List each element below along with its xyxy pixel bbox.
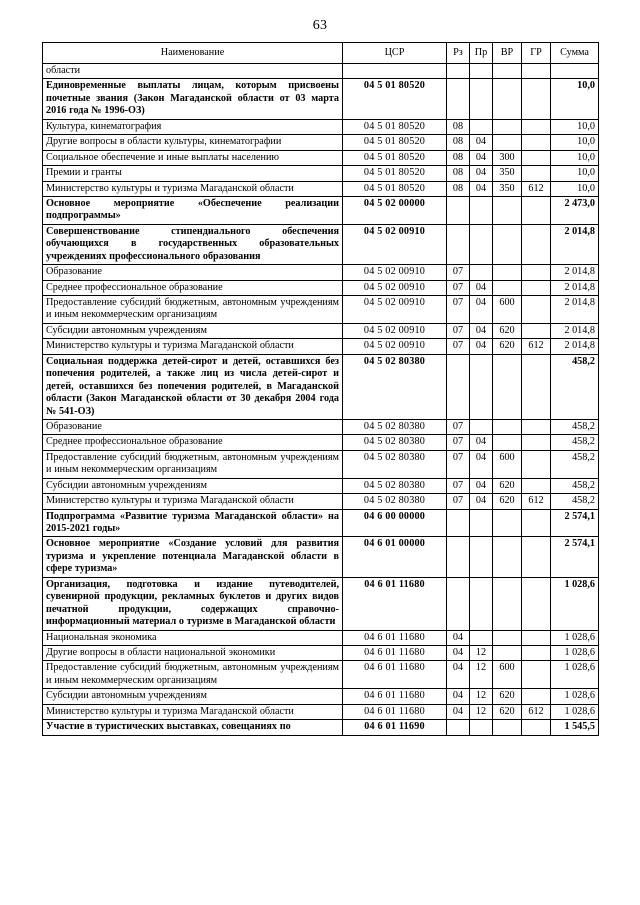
row-vr-cell — [493, 509, 522, 537]
row-pr-cell: 04 — [470, 150, 493, 165]
row-gr-cell — [522, 630, 551, 645]
row-vr-cell — [493, 135, 522, 150]
row-name-cell: Единовременные выплаты лицам, которым присвоены почетные звания (Закон Магаданской области от 03 марта 2016 года № 1996-ОЗ) — [43, 79, 343, 119]
row-csr-cell: 04 6 01 11680 — [343, 577, 447, 630]
row-gr-cell — [522, 537, 551, 577]
row-rz-cell — [447, 79, 470, 119]
column-header-rz: Рз — [447, 43, 470, 64]
row-gr-cell — [522, 166, 551, 181]
row-gr-cell — [522, 661, 551, 689]
row-vr-cell — [493, 419, 522, 434]
row-vr-cell — [493, 196, 522, 224]
row-vr-cell: 350 — [493, 181, 522, 196]
row-sum-cell: 2 014,8 — [551, 296, 599, 324]
row-pr-cell: 04 — [470, 435, 493, 450]
row-rz-cell — [447, 509, 470, 537]
row-vr-cell — [493, 64, 522, 79]
row-csr-cell: 04 6 01 11680 — [343, 630, 447, 645]
row-rz-cell: 04 — [447, 704, 470, 719]
row-name-cell: Образование — [43, 419, 343, 434]
row-pr-cell — [470, 265, 493, 280]
row-pr-cell — [470, 509, 493, 537]
row-sum-cell: 1 028,6 — [551, 661, 599, 689]
row-sum-cell: 1 028,6 — [551, 630, 599, 645]
row-vr-cell — [493, 119, 522, 134]
row-rz-cell — [447, 196, 470, 224]
table-row — [43, 296, 599, 324]
row-name-cell: Предоставление субсидий бюджетным, автономным учреждениям и иным некоммерческим организациям — [43, 661, 343, 689]
row-pr-cell — [470, 354, 493, 419]
row-csr-cell: 04 5 02 80380 — [343, 419, 447, 434]
table-row — [43, 720, 599, 735]
row-gr-cell: 612 — [522, 181, 551, 196]
row-name-cell: Субсидии автономным учреждениям — [43, 478, 343, 493]
row-csr-cell: 04 5 02 00910 — [343, 224, 447, 264]
table-row — [43, 645, 599, 660]
row-pr-cell — [470, 720, 493, 735]
row-rz-cell: 04 — [447, 630, 470, 645]
row-pr-cell: 04 — [470, 494, 493, 509]
row-pr-cell — [470, 79, 493, 119]
table-row — [43, 280, 599, 295]
row-csr-cell: 04 6 00 00000 — [343, 509, 447, 537]
row-gr-cell — [522, 689, 551, 704]
row-csr-cell: 04 5 01 80520 — [343, 79, 447, 119]
row-rz-cell: 07 — [447, 296, 470, 324]
row-pr-cell: 04 — [470, 450, 493, 478]
row-csr-cell: 04 5 01 80520 — [343, 150, 447, 165]
row-gr-cell — [522, 720, 551, 735]
table-row — [43, 419, 599, 434]
row-sum-cell: 10,0 — [551, 135, 599, 150]
row-name-cell: Культура, кинематография — [43, 119, 343, 134]
table-row — [43, 119, 599, 134]
row-pr-cell — [470, 224, 493, 264]
table-row — [43, 435, 599, 450]
row-name-cell: Министерство культуры и туризма Магаданской области — [43, 339, 343, 354]
row-pr-cell: 12 — [470, 645, 493, 660]
row-rz-cell: 08 — [447, 150, 470, 165]
row-vr-cell — [493, 630, 522, 645]
row-name-cell: области — [43, 64, 343, 79]
row-rz-cell: 07 — [447, 323, 470, 338]
table-row — [43, 339, 599, 354]
row-vr-cell — [493, 265, 522, 280]
row-gr-cell: 612 — [522, 704, 551, 719]
row-name-cell: Министерство культуры и туризма Магаданской области — [43, 704, 343, 719]
row-gr-cell — [522, 64, 551, 79]
row-name-cell: Другие вопросы в области национальной экономики — [43, 645, 343, 660]
row-name-cell: Социальная поддержка детей-сирот и детей, оставшихся без попечения родителей, а также лиц из числа детей-сирот и детей, оставшихся без попечения родителей, в Магаданской области (Закон Магаданской области от 30 декабря 2004 года № 541-ОЗ) — [43, 354, 343, 419]
row-gr-cell — [522, 280, 551, 295]
row-pr-cell: 04 — [470, 135, 493, 150]
row-gr-cell — [522, 135, 551, 150]
table-header-row — [43, 43, 599, 64]
row-name-cell: Субсидии автономным учреждениям — [43, 323, 343, 338]
row-csr-cell: 04 5 02 80380 — [343, 494, 447, 509]
row-pr-cell: 04 — [470, 323, 493, 338]
row-gr-cell — [522, 265, 551, 280]
row-rz-cell: 07 — [447, 280, 470, 295]
row-csr-cell — [343, 64, 447, 79]
table-row — [43, 135, 599, 150]
row-sum-cell: 1 028,6 — [551, 689, 599, 704]
row-vr-cell: 620 — [493, 323, 522, 338]
row-name-cell: Среднее профессиональное образование — [43, 280, 343, 295]
table-row — [43, 630, 599, 645]
row-gr-cell — [522, 645, 551, 660]
row-name-cell: Организация, подготовка и издание путеводителей, сувенирной продукции, рекламных буклетов и других видов печатной продукции, содержащих справочно- информационный материал о туризме в Магаданской области — [43, 577, 343, 630]
row-vr-cell — [493, 79, 522, 119]
row-gr-cell: 612 — [522, 339, 551, 354]
row-sum-cell: 2 574,1 — [551, 537, 599, 577]
row-sum-cell: 1 028,6 — [551, 645, 599, 660]
row-sum-cell: 10,0 — [551, 166, 599, 181]
row-rz-cell — [447, 720, 470, 735]
row-vr-cell — [493, 224, 522, 264]
row-csr-cell: 04 5 02 00910 — [343, 339, 447, 354]
row-gr-cell — [522, 296, 551, 324]
row-sum-cell: 10,0 — [551, 79, 599, 119]
row-rz-cell — [447, 224, 470, 264]
row-gr-cell — [522, 354, 551, 419]
row-sum-cell: 2 014,8 — [551, 323, 599, 338]
row-sum-cell: 458,2 — [551, 478, 599, 493]
row-sum-cell: 2 014,8 — [551, 224, 599, 264]
row-csr-cell: 04 5 01 80520 — [343, 181, 447, 196]
row-name-cell: Основное мероприятие «Обеспечение реализации подпрограммы» — [43, 196, 343, 224]
row-sum-cell: 458,2 — [551, 419, 599, 434]
row-vr-cell — [493, 354, 522, 419]
row-rz-cell: 07 — [447, 419, 470, 434]
row-name-cell: Министерство культуры и туризма Магаданской области — [43, 181, 343, 196]
row-vr-cell — [493, 720, 522, 735]
row-sum-cell: 1 545,5 — [551, 720, 599, 735]
table-row — [43, 494, 599, 509]
row-sum-cell: 458,2 — [551, 435, 599, 450]
row-pr-cell — [470, 537, 493, 577]
row-pr-cell — [470, 630, 493, 645]
row-pr-cell — [470, 119, 493, 134]
table-row — [43, 509, 599, 537]
row-name-cell: Премии и гранты — [43, 166, 343, 181]
row-sum-cell: 2 014,8 — [551, 339, 599, 354]
column-header-pr: Пр — [470, 43, 493, 64]
row-rz-cell: 08 — [447, 119, 470, 134]
row-pr-cell: 12 — [470, 661, 493, 689]
row-sum-cell: 10,0 — [551, 150, 599, 165]
row-rz-cell: 07 — [447, 478, 470, 493]
row-vr-cell: 620 — [493, 494, 522, 509]
row-name-cell: Совершенствование стипендиального обеспечения обучающихся в государственных образовательных учреждениях профессионального образования — [43, 224, 343, 264]
row-gr-cell — [522, 150, 551, 165]
row-rz-cell: 07 — [447, 494, 470, 509]
table-row — [43, 661, 599, 689]
table-row — [43, 64, 599, 79]
row-sum-cell: 2 473,0 — [551, 196, 599, 224]
row-pr-cell: 04 — [470, 296, 493, 324]
row-csr-cell: 04 6 01 11680 — [343, 704, 447, 719]
budget-table-container — [42, 42, 598, 736]
row-name-cell: Предоставление субсидий бюджетным, автономным учреждениям и иным некоммерческим организациям — [43, 296, 343, 324]
row-name-cell: Подпрограмма «Развитие туризма Магаданской области» на 2015-2021 годы» — [43, 509, 343, 537]
row-sum-cell — [551, 64, 599, 79]
row-csr-cell: 04 6 01 11690 — [343, 720, 447, 735]
table-row — [43, 224, 599, 264]
row-pr-cell — [470, 419, 493, 434]
row-csr-cell: 04 5 02 80380 — [343, 450, 447, 478]
row-vr-cell: 620 — [493, 478, 522, 493]
table-row — [43, 265, 599, 280]
table-row — [43, 166, 599, 181]
row-csr-cell: 04 5 02 00910 — [343, 323, 447, 338]
row-name-cell: Среднее профессиональное образование — [43, 435, 343, 450]
table-body — [43, 64, 599, 736]
row-csr-cell: 04 5 02 00910 — [343, 265, 447, 280]
table-row — [43, 450, 599, 478]
row-rz-cell: 04 — [447, 661, 470, 689]
row-sum-cell: 10,0 — [551, 119, 599, 134]
row-gr-cell — [522, 323, 551, 338]
row-sum-cell: 458,2 — [551, 354, 599, 419]
row-name-cell: Предоставление субсидий бюджетным, автономным учреждениям и иным некоммерческим организациям — [43, 450, 343, 478]
page-number: 63 — [312, 18, 328, 33]
table-header — [43, 43, 599, 64]
column-header-gr: ГР — [522, 43, 551, 64]
row-sum-cell: 2 574,1 — [551, 509, 599, 537]
table-row — [43, 689, 599, 704]
row-rz-cell — [447, 577, 470, 630]
row-csr-cell: 04 5 01 80520 — [343, 119, 447, 134]
row-pr-cell — [470, 64, 493, 79]
row-vr-cell: 620 — [493, 704, 522, 719]
row-name-cell: Образование — [43, 265, 343, 280]
row-rz-cell: 07 — [447, 265, 470, 280]
row-csr-cell: 04 5 02 80380 — [343, 478, 447, 493]
row-sum-cell: 458,2 — [551, 450, 599, 478]
row-rz-cell: 07 — [447, 339, 470, 354]
table-row — [43, 704, 599, 719]
column-header-csr: ЦСР — [343, 43, 447, 64]
column-header-vr: ВР — [493, 43, 522, 64]
row-csr-cell: 04 5 01 80520 — [343, 166, 447, 181]
row-gr-cell — [522, 419, 551, 434]
column-header-name: Наименование — [43, 43, 343, 64]
table-row — [43, 537, 599, 577]
row-rz-cell: 04 — [447, 689, 470, 704]
table-row — [43, 577, 599, 630]
row-rz-cell — [447, 64, 470, 79]
row-rz-cell: 04 — [447, 645, 470, 660]
row-pr-cell: 04 — [470, 478, 493, 493]
table-row — [43, 79, 599, 119]
row-csr-cell: 04 6 01 11680 — [343, 645, 447, 660]
table-row — [43, 196, 599, 224]
row-csr-cell: 04 5 02 00000 — [343, 196, 447, 224]
row-vr-cell: 600 — [493, 450, 522, 478]
row-vr-cell — [493, 577, 522, 630]
row-sum-cell: 1 028,6 — [551, 577, 599, 630]
row-gr-cell: 612 — [522, 494, 551, 509]
row-vr-cell: 300 — [493, 150, 522, 165]
row-rz-cell: 07 — [447, 450, 470, 478]
row-rz-cell: 08 — [447, 181, 470, 196]
row-rz-cell: 07 — [447, 435, 470, 450]
row-name-cell: Основное мероприятие «Создание условий для развития туризма и укрепление потенциала Магаданской области в сфере туризма» — [43, 537, 343, 577]
row-sum-cell: 10,0 — [551, 181, 599, 196]
row-gr-cell — [522, 577, 551, 630]
table-row — [43, 323, 599, 338]
row-pr-cell: 12 — [470, 689, 493, 704]
row-gr-cell — [522, 79, 551, 119]
table-row — [43, 150, 599, 165]
row-name-cell: Другие вопросы в области культуры, кинематографии — [43, 135, 343, 150]
row-name-cell: Национальная экономика — [43, 630, 343, 645]
row-pr-cell: 04 — [470, 181, 493, 196]
row-pr-cell: 12 — [470, 704, 493, 719]
row-sum-cell: 2 014,8 — [551, 265, 599, 280]
row-vr-cell: 350 — [493, 166, 522, 181]
row-vr-cell — [493, 537, 522, 577]
row-csr-cell: 04 5 02 00910 — [343, 296, 447, 324]
row-vr-cell: 600 — [493, 296, 522, 324]
row-pr-cell: 04 — [470, 166, 493, 181]
row-csr-cell: 04 6 01 11680 — [343, 661, 447, 689]
row-rz-cell — [447, 354, 470, 419]
row-pr-cell — [470, 577, 493, 630]
row-vr-cell — [493, 435, 522, 450]
row-vr-cell: 620 — [493, 689, 522, 704]
row-rz-cell — [447, 537, 470, 577]
row-pr-cell: 04 — [470, 339, 493, 354]
row-pr-cell: 04 — [470, 280, 493, 295]
row-gr-cell — [522, 450, 551, 478]
row-csr-cell: 04 6 01 00000 — [343, 537, 447, 577]
row-name-cell: Участие в туристических выставках, совещаниях по — [43, 720, 343, 735]
row-sum-cell: 458,2 — [551, 494, 599, 509]
row-pr-cell — [470, 196, 493, 224]
row-name-cell: Субсидии автономным учреждениям — [43, 689, 343, 704]
row-name-cell: Социальное обеспечение и иные выплаты населению — [43, 150, 343, 165]
row-sum-cell: 1 028,6 — [551, 704, 599, 719]
row-gr-cell — [522, 478, 551, 493]
row-name-cell: Министерство культуры и туризма Магаданской области — [43, 494, 343, 509]
budget-table — [42, 42, 599, 736]
row-gr-cell — [522, 224, 551, 264]
row-csr-cell: 04 5 02 80380 — [343, 354, 447, 419]
row-gr-cell — [522, 435, 551, 450]
table-row — [43, 181, 599, 196]
row-rz-cell: 08 — [447, 166, 470, 181]
row-vr-cell: 620 — [493, 339, 522, 354]
row-csr-cell: 04 6 01 11680 — [343, 689, 447, 704]
row-vr-cell: 600 — [493, 661, 522, 689]
row-csr-cell: 04 5 02 80380 — [343, 435, 447, 450]
table-row — [43, 354, 599, 419]
row-gr-cell — [522, 119, 551, 134]
row-vr-cell — [493, 280, 522, 295]
row-gr-cell — [522, 509, 551, 537]
table-row — [43, 478, 599, 493]
row-csr-cell: 04 5 01 80520 — [343, 135, 447, 150]
row-sum-cell: 2 014,8 — [551, 280, 599, 295]
row-vr-cell — [493, 645, 522, 660]
row-gr-cell — [522, 196, 551, 224]
row-csr-cell: 04 5 02 00910 — [343, 280, 447, 295]
row-rz-cell: 08 — [447, 135, 470, 150]
column-header-sum: Сумма — [551, 43, 599, 64]
